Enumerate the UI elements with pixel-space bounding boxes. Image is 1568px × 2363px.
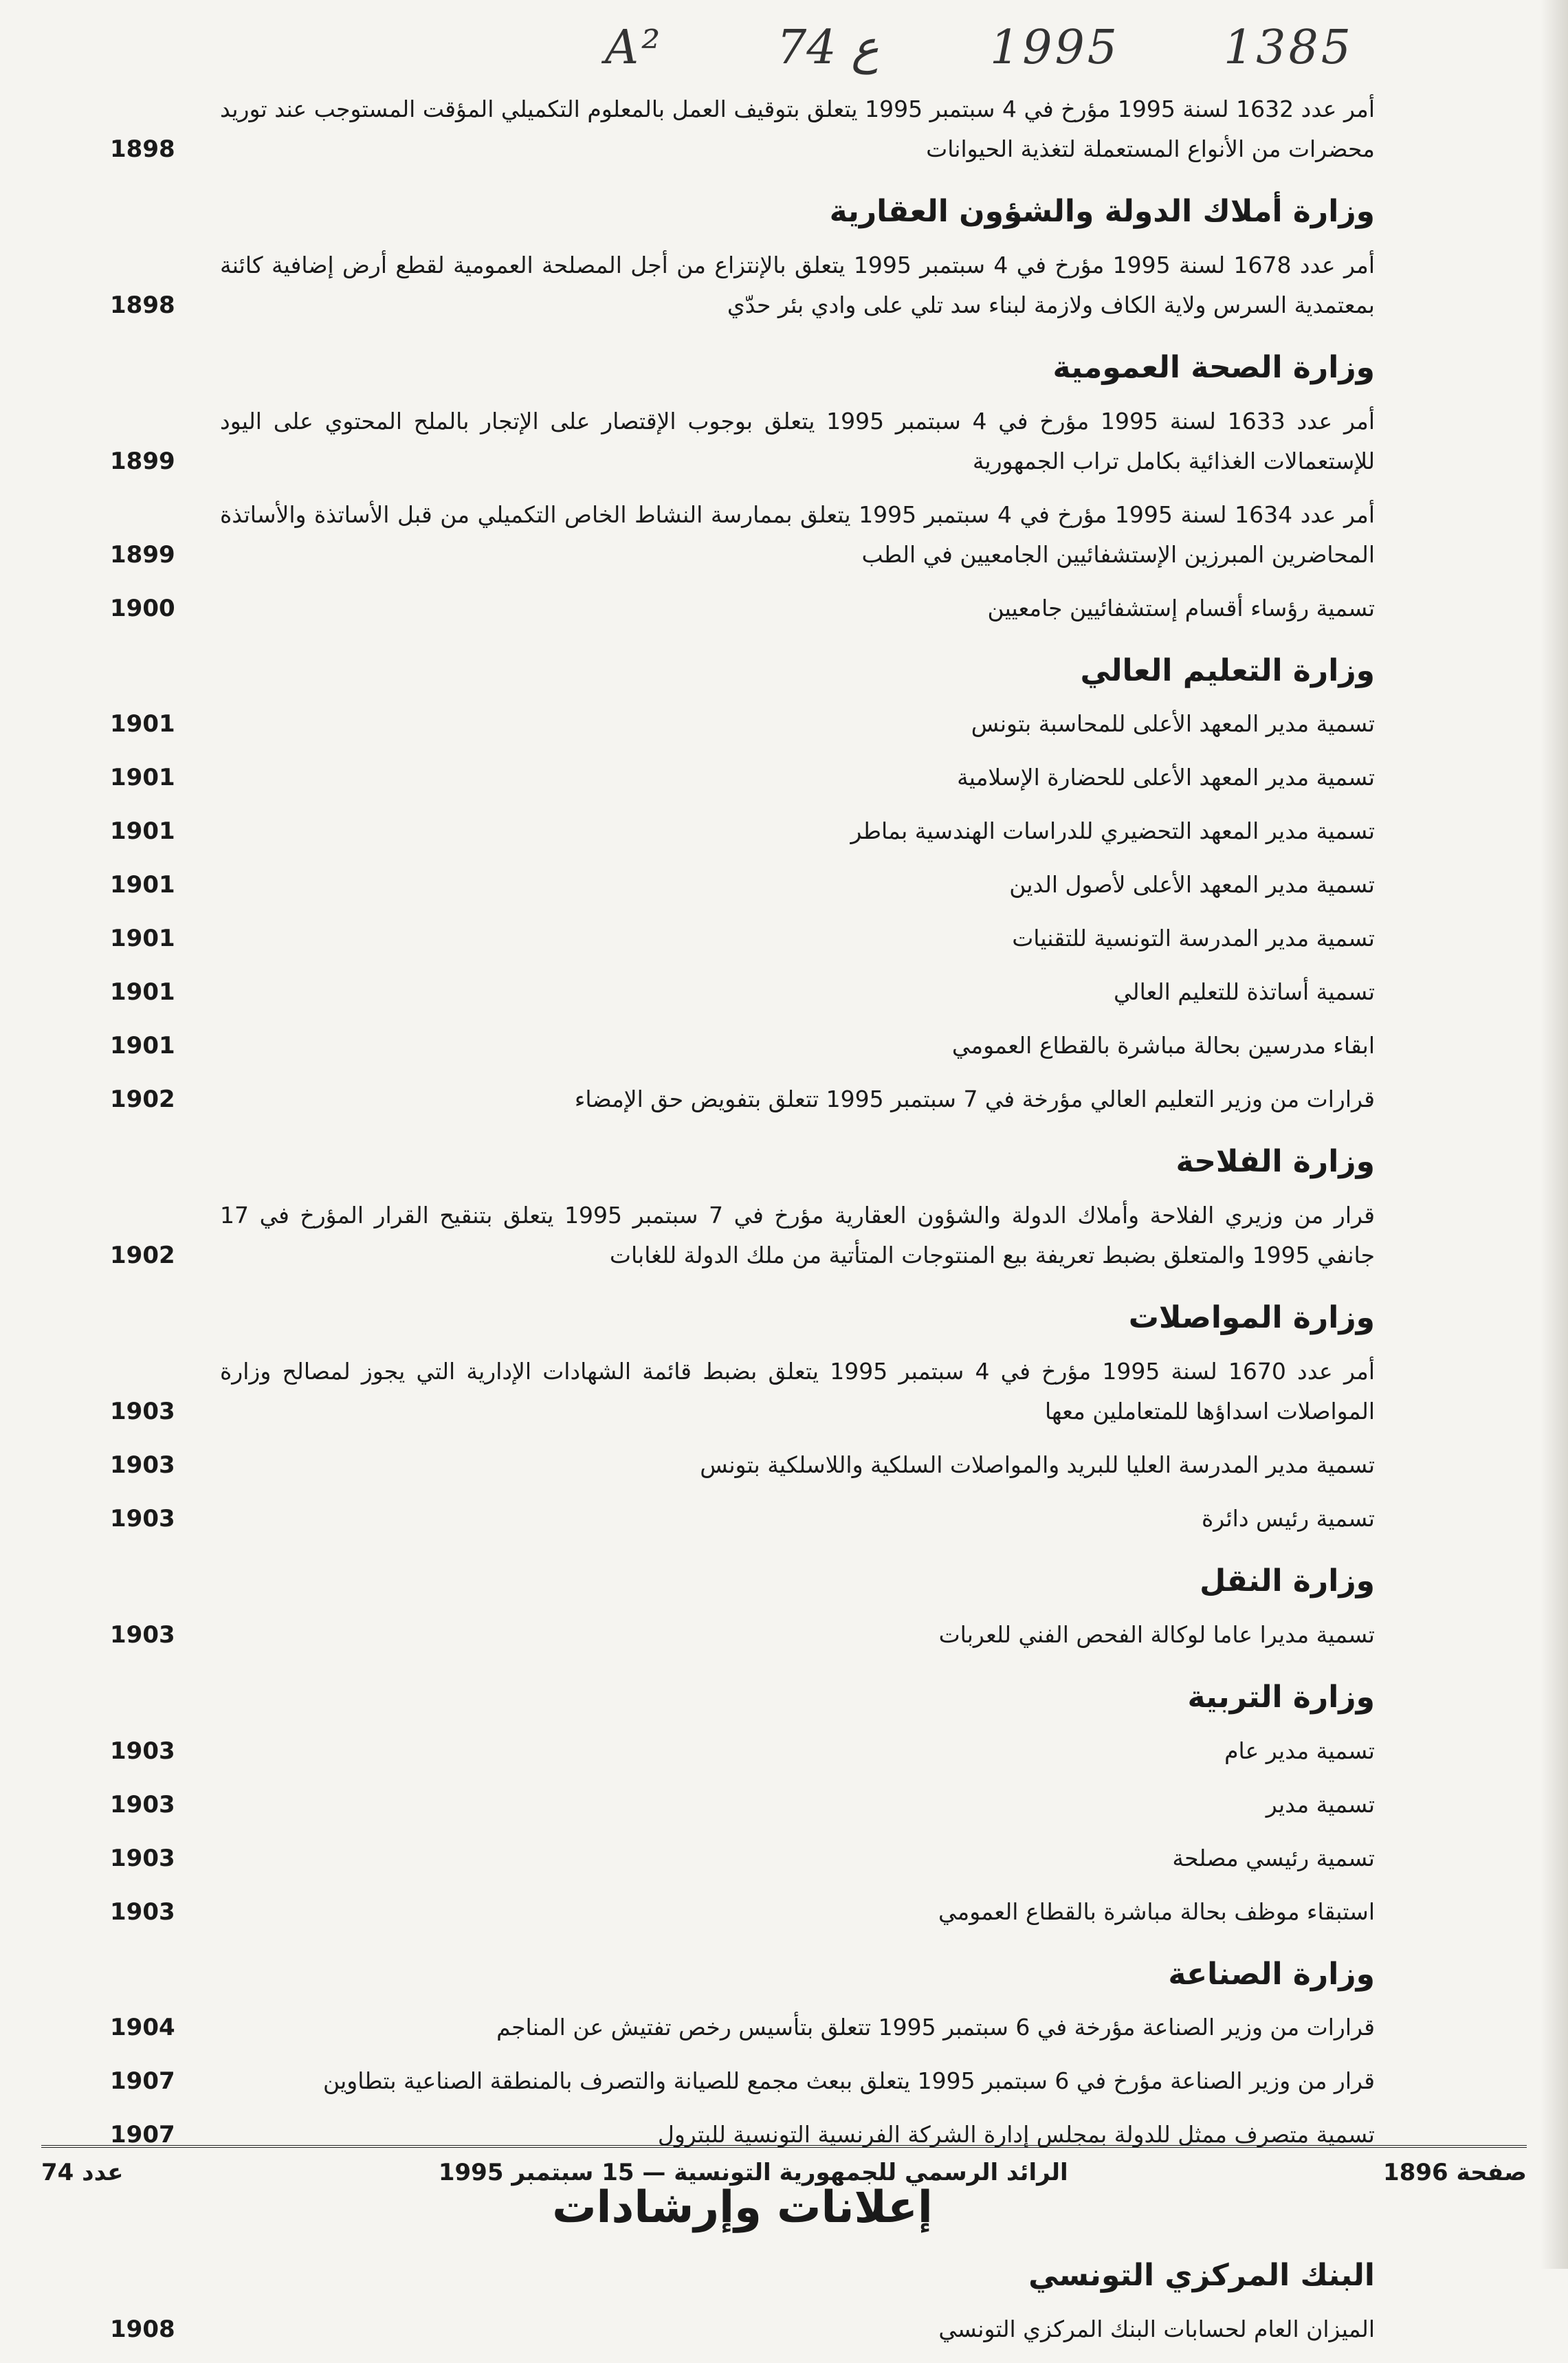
entry-page-number: 1903 xyxy=(110,1790,175,1818)
toc-entry xyxy=(110,2061,1375,2101)
entry-page-number: 1901 xyxy=(110,925,175,953)
handwritten-d: 1385 xyxy=(1224,21,1354,75)
handwritten-b: 74 ع xyxy=(777,21,879,75)
entry-page-number: 1903 xyxy=(110,1737,175,1765)
entry-title: الميزان العام لحسابات البنك المركزي التونسي xyxy=(938,2316,1375,2343)
toc-entry xyxy=(110,1026,1375,1066)
toc-entry xyxy=(110,1838,1375,1878)
toc-entry xyxy=(110,1615,1375,1655)
entry-title: قرارات من وزير التعليم العالي مؤرخة في 7 سبتمبر 1995 تتعلق بتفويض حق الإمضاء xyxy=(574,1086,1375,1113)
entry-page-number: 1899 xyxy=(110,447,175,475)
toc-entry xyxy=(110,495,1375,575)
announcements-title: إعلانات وإرشادات xyxy=(552,2182,933,2234)
entry-title: تسمية مدير المعهد الأعلى للحضارة الإسلامية xyxy=(957,764,1375,791)
toc-entry xyxy=(110,1785,1375,1825)
toc-entry xyxy=(110,89,1375,169)
scan-edge-shadow xyxy=(1541,0,1568,2269)
toc-entry xyxy=(110,758,1375,798)
entry-title: قرار من وزيري الفلاحة وأملاك الدولة والشؤون العقارية مؤرخ في 7 سبتمبر 1995 يتعلق بتنقيح القرار المؤرخ في 17 جانفي 1995 والمتعلق بضبط تعريفة بيع المنتوجات المتأتية من ملك الدولة للغابات xyxy=(220,1202,1375,1269)
entry-page-number: 1908 xyxy=(110,2316,175,2344)
publication-title: الرائد الرسمي للجمهورية التونسية — 15 سبتمبر 1995 xyxy=(438,2159,1068,2186)
entry-page-number: 1903 xyxy=(110,1451,175,1479)
entry-title: تسمية مدير المدرسة العليا للبريد والمواصلات السلكية واللاسلكية بتونس xyxy=(700,1451,1375,1478)
entry-title: قرارات من وزير الصناعة مؤرخة في 6 سبتمبر 1995 تتعلق بتأسيس رخص تفتيش عن المناجم xyxy=(496,2014,1375,2041)
toc-entry xyxy=(110,2309,1375,2349)
toc-entry xyxy=(110,1892,1375,1932)
toc-entry xyxy=(110,972,1375,1012)
handwritten-a: A² xyxy=(605,21,663,75)
entry-title: قرار من وزير الصناعة مؤرخ في 6 سبتمبر 1995 يتعلق ببعث مجمع للصيانة والتصرف بالمنطقة الصناعية بتطاوين xyxy=(323,2067,1375,2095)
entry-page-number: 1902 xyxy=(110,1242,175,1270)
toc-entry xyxy=(110,589,1375,628)
ministry-heading: وزارة النقل xyxy=(1200,1563,1375,1598)
toc-entry xyxy=(110,1352,1375,1431)
entry-page-number: 1903 xyxy=(110,1898,175,1926)
bank-heading: البنك المركزي التونسي xyxy=(1028,2258,1375,2294)
entry-page-number: 1903 xyxy=(110,1844,175,1872)
toc-entry xyxy=(110,2115,1375,2155)
toc-entry xyxy=(110,704,1375,744)
toc-entry xyxy=(110,2008,1375,2047)
entry-page-number: 1901 xyxy=(110,710,175,738)
entry-page-number: 1899 xyxy=(110,540,175,569)
entry-page-number: 1898 xyxy=(110,291,175,319)
entry-title: تسمية مدير xyxy=(1266,1790,1375,1818)
toc-entry xyxy=(110,1445,1375,1485)
ministry-heading: وزارة التربية xyxy=(1187,1679,1375,1715)
ministry-heading: وزارة أملاك الدولة والشؤون العقارية xyxy=(829,194,1375,229)
handwritten-annotation xyxy=(605,21,1361,83)
ministry-heading: وزارة التعليم العالي xyxy=(1080,652,1375,688)
entry-page-number: 1901 xyxy=(110,1032,175,1060)
entry-page-number: 1903 xyxy=(110,1504,175,1532)
toc-entry xyxy=(110,811,1375,851)
entry-title: تسمية مديرا عاما لوكالة الفحص الفني للعربات xyxy=(938,1620,1375,1648)
entry-page-number: 1901 xyxy=(110,764,175,792)
toc-entry xyxy=(110,1499,1375,1539)
entry-page-number: 1902 xyxy=(110,1086,175,1114)
entry-page-number: 1901 xyxy=(110,871,175,899)
entry-title: تسمية رئيسي مصلحة xyxy=(1172,1844,1375,1871)
toc-entry xyxy=(110,919,1375,958)
entry-page-number: 1901 xyxy=(110,817,175,846)
entry-page-number: 1898 xyxy=(110,135,175,163)
page-number: صفحة 1896 xyxy=(1383,2159,1527,2186)
entry-title: تسمية رؤساء أقسام إستشفائيين جامعيين xyxy=(987,594,1375,622)
entry-page-number: 1903 xyxy=(110,1620,175,1649)
toc-entry xyxy=(110,1731,1375,1771)
footer-divider xyxy=(41,2145,1527,2148)
ministry-heading: وزارة الصناعة xyxy=(1168,1956,1375,1992)
entry-title: تسمية مدير المعهد التحضيري للدراسات الهندسية بماطر xyxy=(850,817,1375,845)
entry-title: أمر عدد 1634 لسنة 1995 مؤرخ في 4 سبتمبر 1995 يتعلق بممارسة النشاط الخاص التكميلي من قبل الأساتذة والأساتذة المحاضرين المبرزين الإستشفائيين الجامعيين في الطب xyxy=(220,501,1376,568)
entry-title: تسمية مدير المدرسة التونسية للتقنيات xyxy=(1012,925,1375,952)
toc-entry xyxy=(110,402,1375,481)
entry-title: تسمية رئيس دائرة xyxy=(1201,1504,1375,1532)
entry-page-number: 1903 xyxy=(110,1397,175,1425)
entry-page-number: 1901 xyxy=(110,978,175,1007)
handwritten-c: 1995 xyxy=(990,21,1120,75)
page-footer xyxy=(41,2159,1527,2186)
toc-entry xyxy=(110,1196,1375,1275)
table-of-contents xyxy=(110,89,1375,2363)
entry-title: استبقاء موظف بحالة مباشرة بالقطاع العمومي xyxy=(938,1898,1375,1925)
entry-title: تسمية مدير عام xyxy=(1224,1737,1375,1764)
entry-title: أمر عدد 1632 لسنة 1995 مؤرخ في 4 سبتمبر 1995 يتعلق بتوقيف العمل بالمعلوم التكميلي المؤقت المستوجب عند توريد محضرات من الأنواع المستعملة لتغذية الحيوانات xyxy=(220,96,1375,162)
entry-title: أمر عدد 1633 لسنة 1995 مؤرخ في 4 سبتمبر 1995 يتعلق بوجوب الإقتصار على الإتجار بالملح المحتوي على اليود للإستعمالات الغذائية بكامل تراب الجمهورية xyxy=(220,407,1375,474)
entry-page-number: 1904 xyxy=(110,2014,175,2042)
entry-title: أمر عدد 1678 لسنة 1995 مؤرخ في 4 سبتمبر 1995 يتعلق بالإنتزاع من أجل المصلحة العمومية لقطع أرض إضافية كائنة بمعتمدية السرس ولاية الكاف ولازمة لبناء سد تلي على وادي بئر حدّي xyxy=(220,251,1375,318)
toc-entry xyxy=(110,865,1375,905)
entry-page-number: 1907 xyxy=(110,2121,175,2149)
entry-title: تسمية مدير المعهد الأعلى للمحاسبة بتونس xyxy=(971,710,1375,738)
ministry-heading: وزارة المواصلات xyxy=(1128,1300,1375,1336)
entry-title: ابقاء مدرسين بحالة مباشرة بالقطاع العمومي xyxy=(951,1032,1375,1059)
entry-title: تسمية مدير المعهد الأعلى لأصول الدين xyxy=(1009,871,1375,899)
entry-title: أمر عدد 1670 لسنة 1995 مؤرخ في 4 سبتمبر 1995 يتعلق بضبط قائمة الشهادات الإدارية التي يجوز لمصالح وزارة المواصلات اسداؤها للمتعاملين معها xyxy=(220,1357,1376,1425)
entry-page-number: 1907 xyxy=(110,2067,175,2096)
toc-entry xyxy=(110,1079,1375,1119)
issue-number: عدد 74 xyxy=(41,2159,124,2186)
entry-title: تسمية متصرف ممثل للدولة بمجلس إدارة الشركة الفرنسية التونسية للبترول xyxy=(657,2121,1375,2148)
ministry-heading: وزارة الصحة العمومية xyxy=(1052,349,1375,385)
toc-entry xyxy=(110,245,1375,325)
entry-page-number: 1900 xyxy=(110,594,175,622)
ministry-heading: وزارة الفلاحة xyxy=(1175,1144,1375,1180)
entry-title: تسمية أساتذة للتعليم العالي xyxy=(1114,978,1375,1006)
